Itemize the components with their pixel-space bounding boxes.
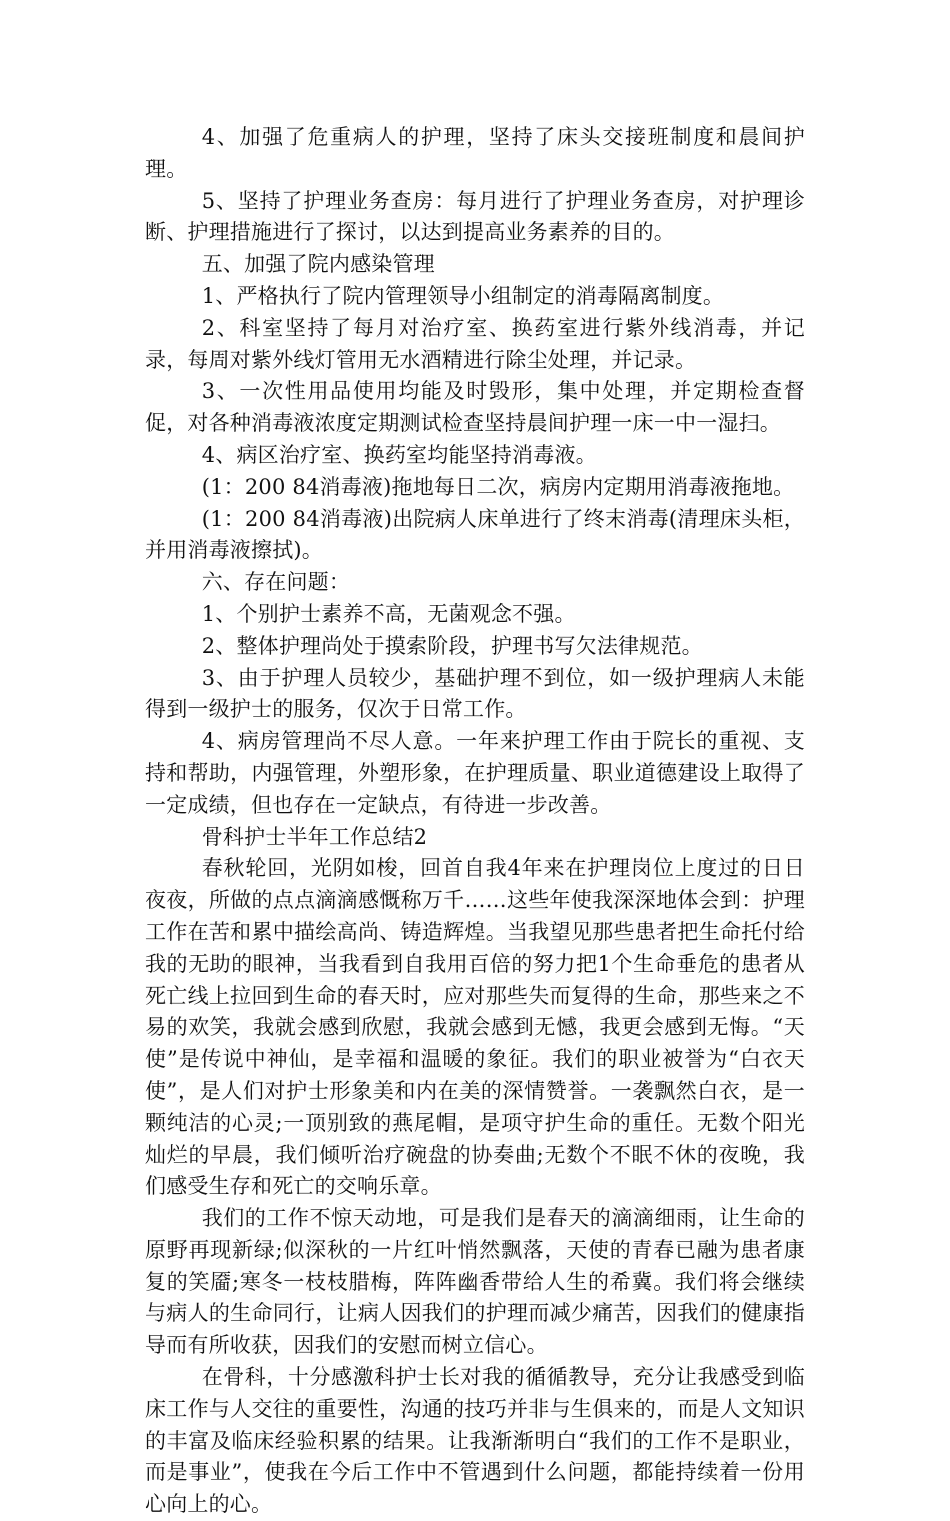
- paragraph-problem-1: 1、个别护士素养不高，无菌观念不强。: [201, 601, 576, 626]
- paragraph-work: 我们的工作不惊天动地，可是我们是春天的滴滴细雨，让生命的原野再现新绿;似深秋的一片红叶悄然飘落，天使的青春已融为患者康复的笑靥;寒冬一枝枝腊梅，阵阵幽香带给人生的希冀。我们将会继续与病人的生命同行，让病人因我们的护理而减少痛苦，因我们的健康指导而有所收获，因我们的安慰而树立信心。: [145, 1206, 805, 1358]
- paragraph-infection-4: 4、病区治疗室、换药室均能坚持消毒液。: [201, 442, 597, 467]
- section-heading-6: 六、存在问题：: [201, 570, 351, 595]
- paragraph-problem-3: 3、由于护理人员较少，基础护理不到位，如一级护理病人未能得到一级护士的服务，仅次于日常工作。: [145, 665, 805, 722]
- paragraph-problem-4: 4、病房管理尚不尽人意。一年来护理工作由于院长的重视、支持和帮助，内强管理，外塑形象，在护理质量、职业道德建设上取得了一定成绩，但也存在一定缺点，有待进一步改善。: [145, 729, 805, 817]
- paragraph-infection-3: 3、一次性用品使用均能及时毁形，集中处理，并定期检查督促，对各种消毒液浓度定期测试检查坚持晨间护理一床一中一湿扫。: [145, 379, 805, 436]
- paragraph-infection-1: 1、严格执行了院内管理领导小组制定的消毒隔离制度。: [201, 283, 725, 308]
- paragraph-disinfect-bed: (1：200 84消毒液)出院病人床单进行了终末消毒(清理床头柜，并用消毒液擦拭)。: [145, 506, 805, 563]
- paragraph-orthopedics: 在骨科，十分感激科护士长对我的循循教导，充分让我感受到临床工作与人交往的重要性，沟通的技巧并非与生俱来的，而是人文知识的丰富及临床经验积累的结果。让我渐渐明白“我们的工作不是职业，而是事业”，使我在今后工作中不管遇到什么问题，都能持续着一份用心向上的心。: [145, 1365, 805, 1517]
- section-heading-5: 五、加强了院内感染管理: [201, 252, 435, 277]
- paragraph-item-4: 4、加强了危重病人的护理，坚持了床头交接班制度和晨间护理。: [145, 125, 805, 181]
- article-title-2: 骨科护士半年工作总结2: [201, 824, 428, 849]
- paragraph-intro: 春秋轮回，光阴如梭，回首自我4年来在护理岗位上度过的日日夜夜，所做的点点滴滴感慨称万千……这些年使我深深地体会到：护理工作在苦和累中描绘高尚、铸造辉煌。当我望见那些患者把生命托付给我的无助的眼神，当我看到自我用百倍的努力把1个生命垂危的患者从死亡线上拉回到生命的春天时，应对那些失而复得的生命，那些来之不易的欢笑，我就会感到欣慰，我就会感到无憾，我更会感到无悔。“天使”是传说中神仙，是幸福和温暖的象征。我们的职业被誉为“白衣天使”，是人们对护士形象美和内在美的深情赞誉。一袭飘然白衣，是一颗纯洁的心灵;一顶别致的燕尾帽，是项守护生命的重任。无数个阳光灿烂的早晨，我们倾听治疗碗盘的协奏曲;无数个不眠不休的夜晚，我们感受生存和死亡的交响乐章。: [145, 856, 805, 1199]
- paragraph-infection-2: 2、科室坚持了每月对治疗室、换药室进行紫外线消毒，并记录，每周对紫外线灯管用无水酒精进行除尘处理，并记录。: [145, 315, 805, 372]
- paragraph-problem-2: 2、整体护理尚处于摸索阶段，护理书写欠法律规范。: [201, 633, 703, 658]
- document-body: [145, 122, 805, 1521]
- paragraph-item-5: 5、坚持了护理业务查房：每月进行了护理业务查房，对护理诊断、护理措施进行了探讨，以达到提高业务素养的目的。: [145, 188, 805, 245]
- paragraph-disinfect-floor: (1：200 84消毒液)拖地每日二次，病房内定期用消毒液拖地。: [201, 474, 795, 499]
